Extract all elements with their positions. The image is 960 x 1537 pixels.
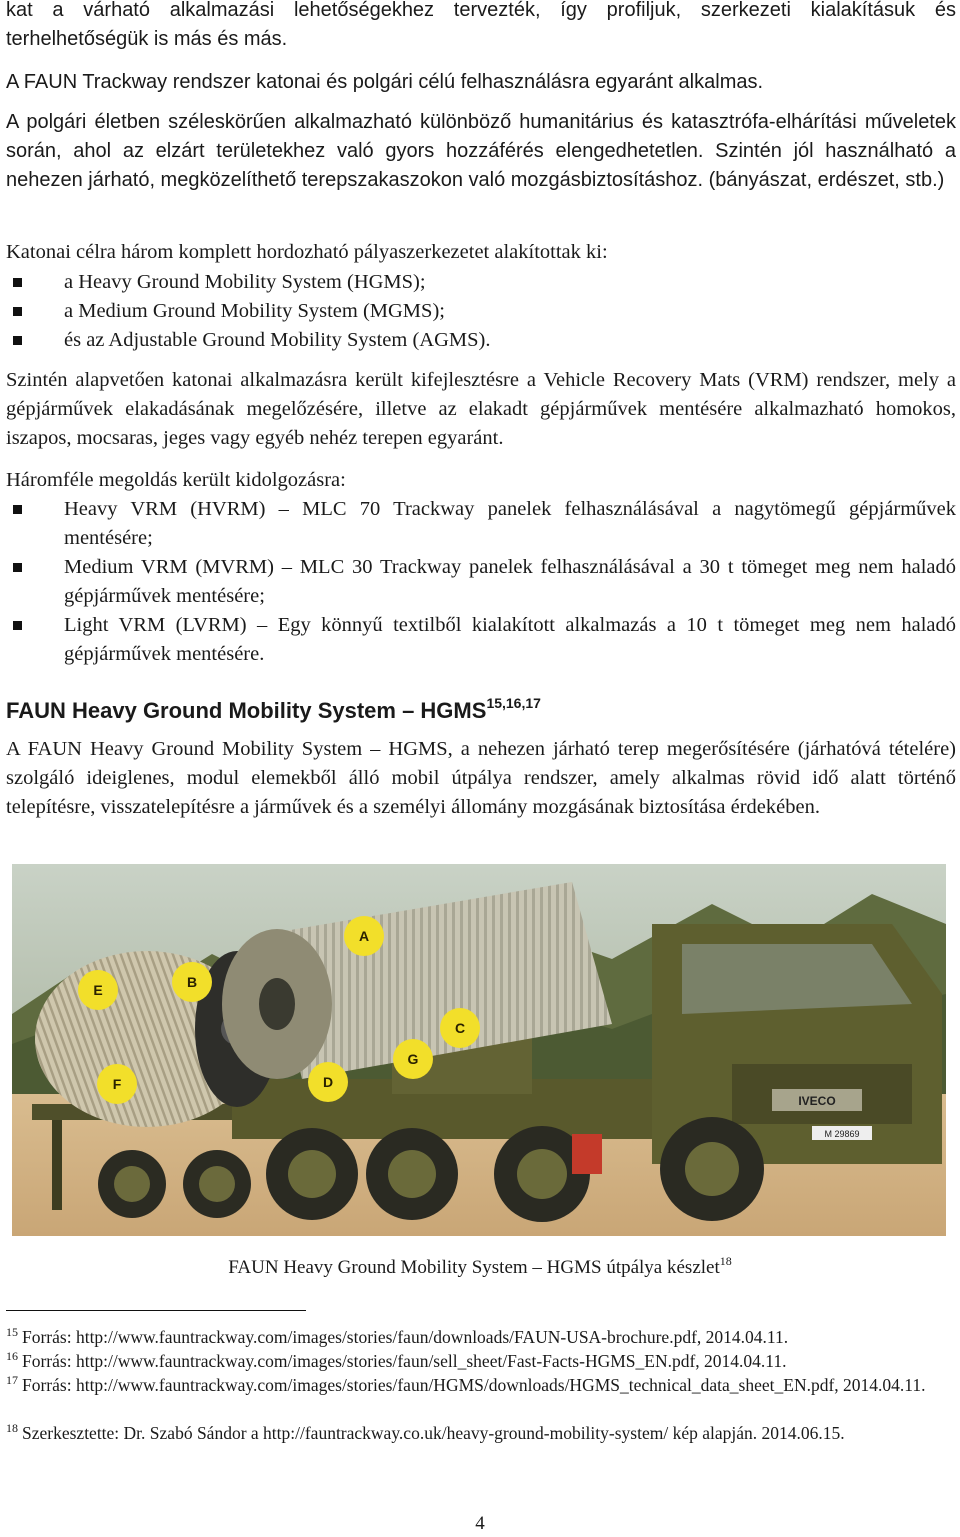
figure-label-b xyxy=(172,962,212,1002)
square-bullet-icon xyxy=(13,336,22,345)
intro-paragraph-2: A FAUN Trackway rendszer katonai és polgári célú felhasználásra egyaránt alkalmas. xyxy=(6,71,764,93)
intro-paragraph-4: Katonai célra három komplett hordozható pályaszerkezetet alakítottak ki: xyxy=(6,241,608,263)
figure-label-e xyxy=(78,970,118,1010)
vrm-paragraph: Szintén alapvetően katonai alkalmazásra került kifejlesztésre a Vehicle Recovery Mats (VRM) rendszer, mely a gépjárművek elakadásának megelőzésére, illetve az elakadt gépjárművek mentésére alkalmazható homokos, iszapos, mocsaras, jeges vagy egyéb nehéz terepen egyaránt. xyxy=(6,369,956,449)
license-plate-text: M 29869 xyxy=(824,1129,860,1139)
caption-footnote-ref: 18 xyxy=(719,1254,732,1268)
intro-paragraph-1: kat a várható alkalmazási lehetőségekhez tervezték, így profiljuk, szerkezeti kialakításuk és terhelhetőségük is más és más. xyxy=(6,0,956,50)
svg-text:A: A xyxy=(358,928,370,944)
footnote-separator xyxy=(6,1310,306,1311)
section-heading: FAUN Heavy Ground Mobility System – HGMS$^{15,16,17}$ xyxy=(6,695,541,723)
square-bullet-icon xyxy=(13,505,22,514)
intro-paragraph-3: A polgári életben széleskörűen alkalmazható különböző humanitárius és katasztrófa-elhárítási műveletek során, ahol az elzárt területekhez való gyors hozzáférés elengedhetetlen. Szintén jól használható a nehezen járható, megközelíthető terepszakaszokon való mozgásbiztosításhoz. (bányászat, erdészet, stb.) xyxy=(6,111,956,191)
figure-label-c xyxy=(440,1008,480,1048)
svg-text:E: E xyxy=(93,982,103,998)
svg-text:B: B xyxy=(186,974,198,990)
footnote-17: $^{17}$ Forrás: http://www.fauntrackway.com/images/stories/faun/HGMS/downloads/HGMS_technical_data_sheet_EN.pdf, 2014.04.11. xyxy=(6,1373,926,1395)
footnote-15: $^{15}$ Forrás: http://www.fauntrackway.com/images/stories/faun/downloads/FAUN-USA-brochure.pdf, 2014.04.11. xyxy=(6,1325,789,1347)
hgms-paragraph: A FAUN Heavy Ground Mobility System – HGMS, a nehezen járható terep megerősítésére (járhatóvá tételére) szolgáló ideiglenes, modul elemekből álló mobil útpálya rendszer, amely alkalmas rövid idő alatt történő telepítésre, visszatelepítésre a járművek és a személyi állomány mozgásának biztosítása érdekében. xyxy=(6,738,956,818)
figure-label-g xyxy=(393,1039,433,1079)
heading-footnote-refs: 15,16,17 xyxy=(486,695,541,711)
square-bullet-icon xyxy=(13,278,22,287)
truck-brand-text: IVECO xyxy=(798,1094,836,1108)
svg-text:D: D xyxy=(322,1074,334,1090)
list-item: a Medium Ground Mobility System (MGMS); xyxy=(6,297,956,326)
figure-caption: FAUN Heavy Ground Mobility System – HGMS útpálya készlet$^{18}$ xyxy=(228,1254,732,1278)
list-item: és az Adjustable Ground Mobility System (AGMS). xyxy=(6,326,956,355)
footnote-16: $^{16}$ Forrás: http://www.fauntrackway.com/images/stories/faun/sell_sheet/Fast-Facts-HGMS_EN.pdf, 2014.04.11. xyxy=(6,1349,787,1371)
figure-label-d xyxy=(308,1062,348,1102)
svg-text:C: C xyxy=(454,1020,466,1036)
hgms-truck-photo xyxy=(12,864,946,1236)
list-item: Light VRM (LVRM) – Egy könnyű textilből kialakított alkalmazás a 10 t tömeget meg nem haladó gépjárművek mentésére. xyxy=(6,611,956,669)
square-bullet-icon xyxy=(13,563,22,572)
systems-list xyxy=(6,268,956,355)
list-item: Medium VRM (MVRM) – MLC 30 Trackway panelek felhasználásával a 30 t tömeget meg nem haladó gépjárművek mentésére; xyxy=(6,553,956,611)
square-bullet-icon xyxy=(13,307,22,316)
list-item: a Heavy Ground Mobility System (HGMS); xyxy=(6,268,956,297)
square-bullet-icon xyxy=(13,621,22,630)
svg-text:F: F xyxy=(112,1076,122,1092)
figure-label-a xyxy=(344,916,384,956)
figure-label-f xyxy=(97,1064,137,1104)
svg-text:G: G xyxy=(407,1051,419,1067)
footnote-18: $^{18}$ Szerkesztette: Dr. Szabó Sándor a http://fauntrackway.co.uk/heavy-ground-mobility-system/ kép alapján. 2014.06.15. xyxy=(6,1421,845,1443)
page-number: 4 xyxy=(475,1513,485,1534)
vrm-solutions-intro: Háromféle megoldás került kidolgozásra: xyxy=(6,469,346,491)
list-item: Heavy VRM (HVRM) – MLC 70 Trackway panelek felhasználásával a nagytömegű gépjárművek mentésére; xyxy=(6,495,956,553)
vrm-list xyxy=(6,495,956,669)
